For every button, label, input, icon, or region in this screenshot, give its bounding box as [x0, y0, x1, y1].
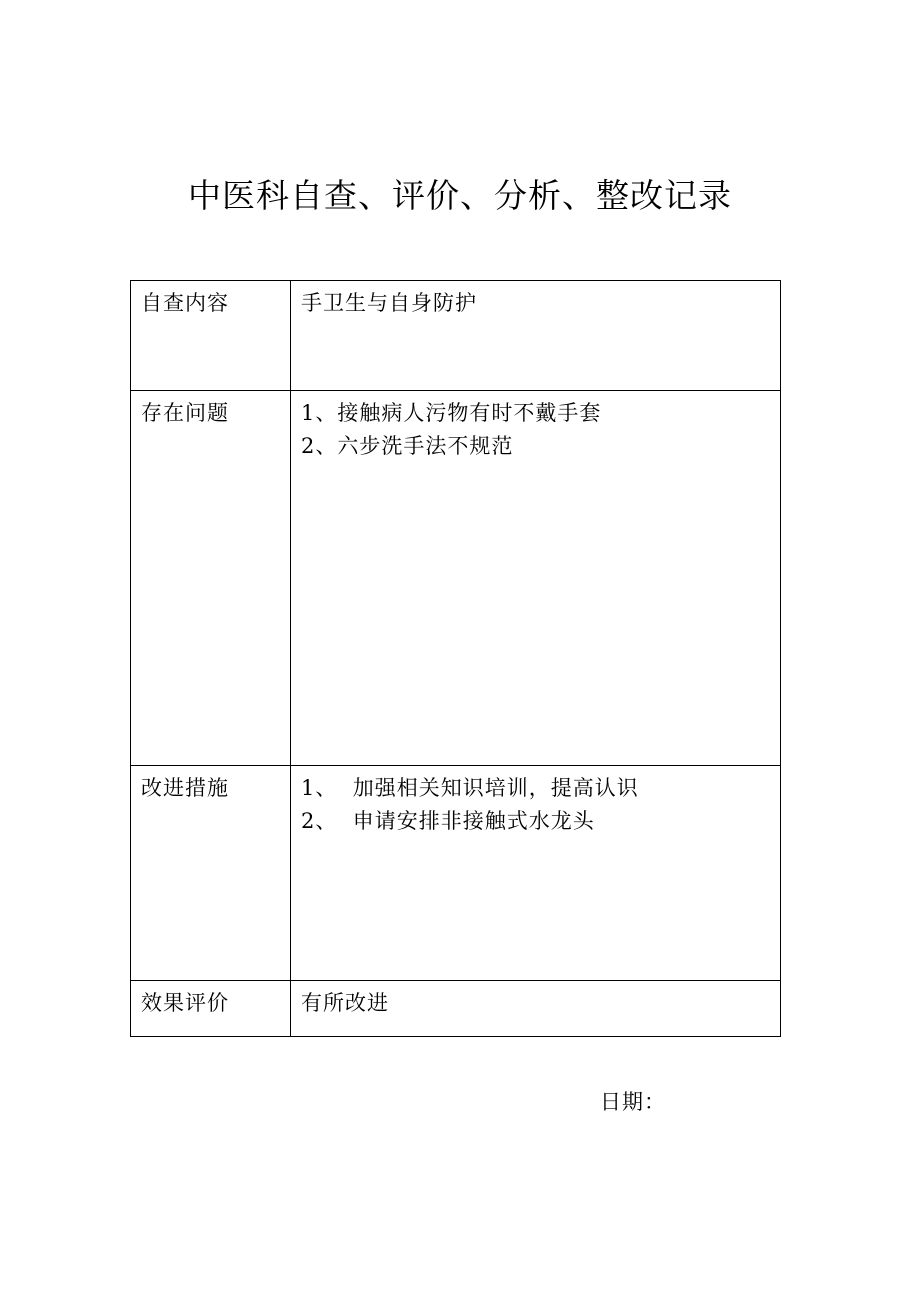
date-label: 日期：	[600, 1090, 666, 1114]
table-row-existing-problems	[131, 391, 781, 766]
table-row-effect-evaluation	[131, 981, 781, 1037]
row-value-improvement-measures	[291, 766, 781, 981]
effect-line-1: 有所改进	[301, 991, 389, 1015]
row-label-effect-evaluation: 效果评价	[131, 981, 291, 1037]
document-title: 中医科自查、评价、分析、整改记录	[188, 176, 732, 215]
row-value-existing-problems	[291, 391, 781, 766]
self-check-record-table	[130, 280, 781, 1037]
row-value-check-content	[291, 281, 781, 391]
table-row-check-content	[131, 281, 781, 391]
problem-line-1: 1、接触病人污物有时不戴手套	[301, 401, 602, 425]
row-value-effect-evaluation	[291, 981, 781, 1037]
check-content-line-1: 手卫生与自身防护	[301, 291, 477, 315]
row-label-check-content: 自查内容	[131, 281, 291, 391]
measure-line-1: 1、 加强相关知识培训，提高认识	[301, 776, 639, 800]
row-label-improvement-measures: 改进措施	[131, 766, 291, 981]
row-label-existing-problems: 存在问题	[131, 391, 291, 766]
problem-line-2: 2、六步洗手法不规范	[301, 434, 514, 458]
measure-line-2: 2、 申请安排非接触式水龙头	[301, 809, 595, 833]
table-row-improvement-measures	[131, 766, 781, 981]
